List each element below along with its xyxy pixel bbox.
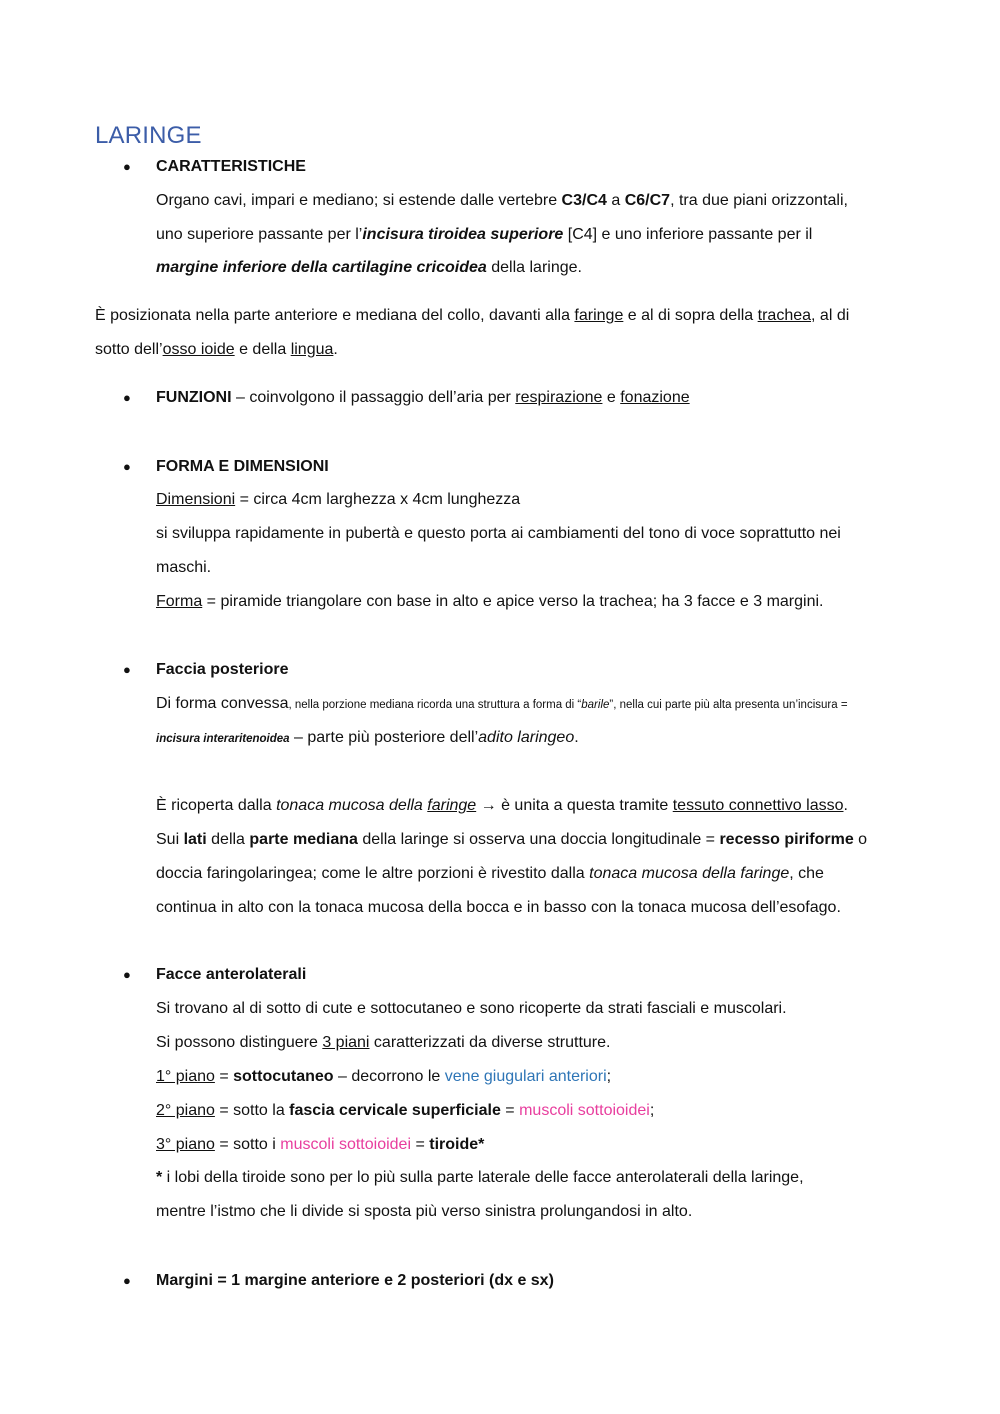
posteriore-line-4: Sui lati della parte mediana della laringe si osserva una doccia longitudinale = recesso piriforme o: [156, 831, 868, 848]
posteriore-line-3: È ricoperta dalla tonaca mucosa della faringe → è unita a questa tramite tessuto connettivo lasso.: [156, 797, 848, 814]
bullet-icon: ●: [123, 1273, 131, 1288]
posteriore-line-1: Di forma convessa, nella porzione mediana ricorda una struttura a forma di “barile”, nella cui parte più alta presenta un’incisura =: [156, 695, 848, 712]
heading-forma-dimensioni: FORMA E DIMENSIONI: [156, 458, 329, 475]
bullet-icon: ●: [123, 459, 131, 474]
anterolaterali-line-3: 1° piano = sottocutaneo – decorrono le vene giugulari anteriori;: [156, 1068, 612, 1085]
heading-caratteristiche: CARATTERISTICHE: [156, 158, 306, 175]
posteriore-line-2: incisura interaritenoidea – parte più posteriore dell’adito laringeo.: [156, 729, 579, 746]
heading-margini: Margini = 1 margine anteriore e 2 posteriori (dx e sx): [156, 1272, 554, 1289]
heading-facce-anterolaterali: Facce anterolaterali: [156, 966, 307, 983]
caratteristiche-line-3: margine inferiore della cartilagine cricoidea della laringe.: [156, 259, 582, 276]
anterolaterali-line-1: Si trovano al di sotto di cute e sottocutaneo e sono ricoperte da strati fasciali e muscolari.: [156, 1000, 787, 1017]
forma-line-3: maschi.: [156, 559, 212, 576]
caratteristiche-line-2: uno superiore passante per l’incisura tiroidea superiore [C4] e uno inferiore passante per il: [156, 226, 813, 243]
bullet-icon: ●: [123, 159, 131, 174]
funzioni-line: FUNZIONI – coinvolgono il passaggio dell’aria per respirazione e fonazione: [156, 389, 690, 406]
anterolaterali-line-4: 2° piano = sotto la fascia cervicale superficiale = muscoli sottoioidei;: [156, 1102, 655, 1119]
forma-line-1: Dimensioni = circa 4cm larghezza x 4cm lunghezza: [156, 491, 521, 508]
posteriore-line-6: continua in alto con la tonaca mucosa della bocca e in basso con la tonaca mucosa dell’esofago.: [156, 899, 841, 916]
bullet-icon: ●: [123, 662, 131, 677]
forma-line-4: Forma = piramide triangolare con base in alto e apice verso la trachea; ha 3 facce e 3 margini.: [156, 593, 824, 610]
bullet-icon: ●: [123, 967, 131, 982]
anterolaterali-line-6: * i lobi della tiroide sono per lo più sulla parte laterale delle facce anterolaterali della laringe,: [156, 1169, 804, 1186]
anterolaterali-line-5: 3° piano = sotto i muscoli sottoioidei = tiroide*: [156, 1136, 485, 1153]
posizione-line-2: sotto dell’osso ioide e della lingua.: [95, 341, 338, 358]
forma-line-2: si sviluppa rapidamente in pubertà e questo porta ai cambiamenti del tono di voce soprattutto nei: [156, 525, 841, 542]
bullet-icon: ●: [123, 390, 131, 405]
heading-faccia-posteriore: Faccia posteriore: [156, 661, 289, 678]
anterolaterali-line-2: Si possono distinguere 3 piani caratterizzati da diverse strutture.: [156, 1034, 611, 1051]
page-title: LARINGE: [95, 122, 202, 149]
caratteristiche-line-1: Organo cavi, impari e mediano; si estende dalle vertebre C3/C4 a C6/C7, tra due piani orizzontali,: [156, 192, 848, 209]
posteriore-line-5: doccia faringolaringea; come le altre porzioni è rivestito dalla tonaca mucosa della faringe, che: [156, 865, 824, 882]
posizione-line-1: È posizionata nella parte anteriore e mediana del collo, davanti alla faringe e al di sopra della trachea, al di: [95, 307, 850, 324]
anterolaterali-line-7: mentre l’istmo che li divide si sposta più verso sinistra prolungandosi in alto.: [156, 1203, 693, 1220]
